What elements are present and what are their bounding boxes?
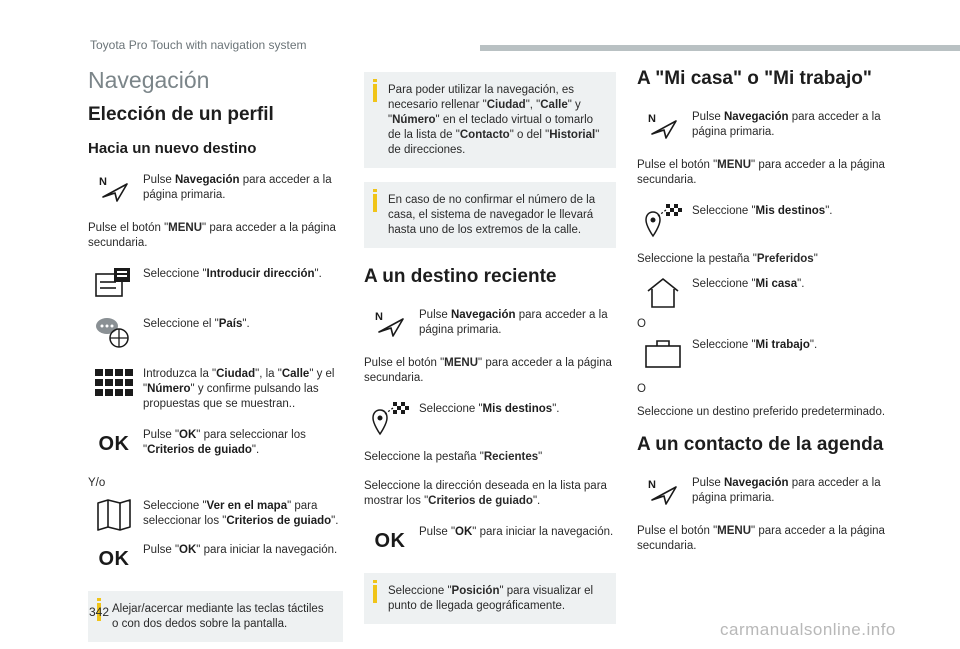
keyboard-icon: [88, 365, 140, 401]
info-note-rellenar: Para poder utilizar la navegación, es necesario rellenar "Ciudad", "Calle" y "Número" en el teclado virtual o tomarlo de la lista de "Contacto" o del "Historial" de direcciones.: [364, 72, 616, 168]
step-ver-mapa: Seleccione "Ver en el mapa" para seleccionar los "Criterios de guiado".: [88, 497, 343, 533]
default-destination-text: Seleccione un destino preferido predeterminado.: [637, 406, 886, 418]
header-bar: [480, 45, 960, 51]
step-ok-criterios: OK Pulse "OK" para seleccionar los "Criterios de guiado".: [88, 426, 343, 462]
step-mis-destinos: Seleccione "Mis destinos".: [364, 400, 616, 436]
ok-icon: OK: [374, 529, 406, 552]
destination-flag-icon: [364, 400, 416, 436]
step-navegacion: N Pulse Navegación para acceder a la página primaria.: [637, 108, 892, 144]
step-mi-trabajo: Seleccione "Mi trabajo".: [637, 336, 892, 372]
info-note-posicion: Seleccione "Posición" para visualizar el punto de llegada geográficamente.: [364, 573, 616, 624]
navigation-arrow-icon: [88, 171, 140, 207]
step-navegacion: N Pulse Navegación para acceder a la página primaria.: [637, 474, 892, 510]
step-navegacion: N Pulse Navegación para acceder a la página primaria.: [364, 306, 616, 342]
step-ciudad-calle: Introduzca la "Ciudad", la "Calle" y el "Número" y confirme pulsando las propuestas que se muestran..: [88, 365, 343, 412]
watermark: carmanualsonline.info: [720, 620, 896, 639]
info-icon: [373, 585, 377, 603]
menu-instruction: Pulse el botón "MENU" para acceder a la página secundaria.: [364, 357, 612, 384]
step-mi-casa: Seleccione "Mi casa".: [637, 275, 892, 311]
navigation-arrow-icon: [364, 306, 416, 342]
tab-instruction: Seleccione la pestaña "Preferidos": [637, 253, 818, 265]
column-3: [637, 62, 892, 568]
heading-perfil: Elección de un perfil: [88, 104, 274, 125]
running-header: Toyota Pro Touch with navigation system: [90, 38, 307, 52]
info-icon: [373, 194, 377, 212]
map-icon: [88, 497, 140, 533]
menu-instruction: Pulse el botón "MENU" para acceder a la página secundaria.: [637, 159, 885, 186]
step-ok-iniciar: OK Pulse "OK" para iniciar la navegación.: [88, 541, 343, 577]
heading-destino-reciente: A un destino reciente: [364, 266, 557, 287]
heading-contacto-agenda: A un contacto de la agenda: [637, 434, 884, 455]
navigation-arrow-icon: [637, 108, 689, 144]
destination-flag-icon: [637, 202, 689, 238]
info-note-numero: En caso de no confirmar el número de la casa, el sistema de navegador le llevará hasta uno de los extremos de la calle.: [364, 182, 616, 248]
address-entry-icon: [88, 265, 140, 301]
ok-icon: OK: [98, 547, 130, 570]
step-ok-iniciar: OK Pulse "OK" para iniciar la navegación.: [364, 523, 616, 559]
subheading-nuevo-destino: Hacia un nuevo destino: [88, 140, 257, 157]
step-navegacion: N Pulse Navegación para acceder a la página primaria.: [88, 171, 343, 207]
menu-instruction: Pulse el botón "MENU" para acceder a la página secundaria.: [88, 222, 336, 249]
svg-text:N: N: [375, 311, 383, 323]
step-introducir-direccion: Seleccione "Introducir dirección".: [88, 265, 343, 301]
y-o-text: Y/o: [88, 477, 106, 489]
section-title: Navegación: [88, 67, 210, 93]
heading-mi-casa: A "Mi casa" o "Mi trabajo": [637, 68, 872, 89]
home-icon: [637, 275, 689, 311]
menu-instruction: Pulse el botón "MENU" para acceder a la página secundaria.: [637, 525, 885, 552]
info-note-zoom: Alejar/acercar mediante las teclas táctiles o con dos dedos sobre la pantalla.: [88, 591, 343, 642]
svg-text:N: N: [99, 176, 107, 188]
svg-text:N: N: [648, 479, 656, 491]
column-2: [364, 72, 616, 638]
or-text: O: [637, 383, 646, 395]
info-icon: [373, 84, 377, 102]
select-instruction: Seleccione la dirección deseada en la lista para mostrar los "Criterios de guiado".: [364, 480, 607, 507]
country-icon: [88, 315, 140, 351]
svg-text:N: N: [648, 113, 656, 125]
or-text: O: [637, 318, 646, 330]
step-mis-destinos: Seleccione "Mis destinos".: [637, 202, 892, 238]
step-pais: Seleccione el "País".: [88, 315, 343, 351]
page-number: 342: [89, 605, 110, 619]
work-briefcase-icon: [637, 336, 689, 372]
ok-icon: OK: [98, 432, 130, 455]
tab-instruction: Seleccione la pestaña "Recientes": [364, 451, 543, 463]
navigation-arrow-icon: [637, 474, 689, 510]
column-1: [88, 62, 343, 649]
